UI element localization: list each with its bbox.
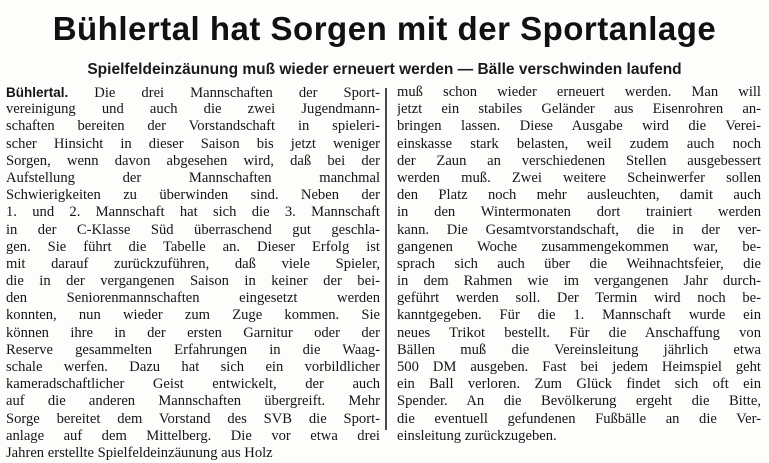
article-text-line xyxy=(397,325,761,342)
article-text: konnten, nun wieder zum Zuge kommen. Sie xyxy=(6,307,380,324)
article-text: in den Wintermonaten dort trainiert werden xyxy=(397,204,761,221)
article-text: Schwierigkeiten zu überwinden sind. Neben der xyxy=(6,187,380,204)
article-text: den Seniorenmannschaften eingesetzt werden xyxy=(6,290,380,307)
article-text: sprach sich auch über die Weihnachtsfeier, die xyxy=(397,255,761,272)
article-text-line xyxy=(397,118,761,135)
article-text: werden muß. Zwei weitere Scheinwerfer sollen xyxy=(397,169,761,186)
article-text-line xyxy=(6,359,380,376)
article-text: schale werfen. Dazu hat sich ein vorbildlicher xyxy=(6,359,380,375)
article-text-line xyxy=(397,376,761,393)
article-text: Jahren erstellte Spielfeldeinzäunung aus Holz xyxy=(6,444,273,461)
article-text: in der C-Klasse Süd überraschend gut geschla- xyxy=(6,221,380,238)
article-text: können ihre in der ersten Garnitur oder der xyxy=(6,324,380,341)
article-text-line xyxy=(6,411,380,428)
article-text: anlage auf dem Mittelberg. Die vor etwa drei xyxy=(6,427,380,444)
article-text-line xyxy=(6,342,380,359)
article-text-line xyxy=(6,393,380,410)
article-dateline: Bühlertal. xyxy=(6,85,69,100)
article-text: einskasse stark belasten, weil zudem auch noch xyxy=(397,135,761,152)
article-text: Reserve gesammelten Erfahrungen in die Waag- xyxy=(6,341,380,358)
article-text: scher Hinsicht in dieser Saison bis jetzt weniger xyxy=(6,135,380,152)
article-text: den Platz noch mehr ausleuchten, damit auch xyxy=(397,187,761,204)
article-text-line xyxy=(397,273,761,290)
article-text-line xyxy=(397,290,761,307)
article-text: kameradschaftlicher Geist entwickelt, der auch xyxy=(6,376,380,393)
article-text: Sorge bereitet dem Vorstand des SVB die Sport- xyxy=(6,410,380,427)
article-text-line xyxy=(6,153,380,170)
article-text-line xyxy=(6,187,380,204)
article-text-line xyxy=(397,153,761,170)
article-text: in dem Rahmen wie im vergangenen Jahr durch- xyxy=(397,273,761,290)
article-text-line xyxy=(6,307,380,324)
article-text-line xyxy=(397,342,761,359)
article-text-line xyxy=(397,170,761,187)
article-text: einsleitung zurückzugeben. xyxy=(397,427,557,444)
article-text-line xyxy=(6,101,380,118)
article-text: kanntgegeben. Für die 1. Mannschaft wurde ein xyxy=(397,307,761,324)
article-text-line xyxy=(6,84,380,101)
article-text: der Zaun an verschiedenen Stellen ausgebessert xyxy=(397,152,761,169)
article-text-line xyxy=(6,445,380,462)
article-text: Aufstellung der Mannschaften manchmal xyxy=(6,169,380,186)
article-text-line xyxy=(397,84,761,101)
article-text: kann. Die Gesamtvorstandschaft, die in der ver- xyxy=(397,221,761,238)
article-text-line xyxy=(6,170,380,187)
article-text-line xyxy=(397,428,761,445)
article-text: Bällen muß die Vereinsleitung jährlich etwa xyxy=(397,341,761,358)
article-text: geführt werden soll. Der Termin wird noch be- xyxy=(397,290,761,307)
article-text-line xyxy=(397,204,761,221)
article-text-line xyxy=(397,359,761,376)
article-text-line xyxy=(6,325,380,342)
article-text: Spender. An die Bevölkerung ergeht die Bitte, xyxy=(397,393,761,410)
article-text-line xyxy=(6,204,380,221)
article-text-line xyxy=(6,428,380,445)
article-text-line xyxy=(6,118,380,135)
article-text: 500 DM ausgeben. Fast bei jedem Heimspiel geht xyxy=(397,359,761,375)
article-text: Sorgen, wenn davon abgesehen wird, daß bei der xyxy=(6,152,380,169)
article-text-line xyxy=(6,222,380,239)
article-text-line xyxy=(6,273,380,290)
article-text-line xyxy=(397,222,761,239)
article-text: ein Ball verloren. Zum Glück findet sich oft ein xyxy=(397,376,761,393)
article-text-line xyxy=(6,239,380,256)
article-text: die eventuell gefundenen Fußbälle an die Ver- xyxy=(397,410,761,427)
article-text: 1. und 2. Mannschaft hat sich die 3. Mannschaft xyxy=(6,204,380,221)
column-divider xyxy=(385,88,387,430)
article-text: neues Trikot bestellt. Für die Anschaffung von xyxy=(397,324,761,341)
article-text-line xyxy=(397,136,761,153)
article-text: bringen lassen. Diese Ausgabe wird die Verei- xyxy=(397,118,761,135)
article-text: gangenen Woche zusammengekommen war, be- xyxy=(397,238,761,255)
article-headline: Bühlertal hat Sorgen mit der Sportanlage xyxy=(52,10,717,47)
article-text: auf die anderen Mannschaften übergreift. Mehr xyxy=(6,393,380,410)
article-text-line xyxy=(397,187,761,204)
article-subheadline: Spielfeldeinzäunung muß wieder erneuert werden — Bälle verschwinden laufend xyxy=(87,61,682,78)
article-text-line xyxy=(6,290,380,307)
article-text: schaften bereiten der Vorstandschaft in spieleri- xyxy=(6,118,380,135)
article-text-line xyxy=(397,411,761,428)
article-text-line xyxy=(397,239,761,256)
article-text: die in der vergangenen Saison in keiner der bei- xyxy=(6,273,380,290)
article-text: gen. Sie führt die Tabelle an. Dieser Erfolg ist xyxy=(6,238,380,255)
article-text-line xyxy=(397,307,761,324)
article-text-line xyxy=(6,376,380,393)
article-text: Die drei Mannschaften der Sport- xyxy=(68,85,380,101)
article-column-left xyxy=(6,84,380,462)
article-text-line xyxy=(397,256,761,273)
article-text: muß schon wieder erneuert werden. Man will xyxy=(397,84,761,100)
article-text: jetzt ein stabiles Geländer aus Eisenrohren an- xyxy=(397,101,761,118)
article-text: vereinigung und auch die zwei Jugendmann- xyxy=(6,101,380,118)
article-column-right xyxy=(397,84,761,445)
article-text-line xyxy=(6,256,380,273)
article-text-line xyxy=(397,101,761,118)
article-text-line xyxy=(397,393,761,410)
article-text-line xyxy=(6,136,380,153)
article-text: mit darauf zurückzuführen, daß viele Spieler, xyxy=(6,255,380,272)
